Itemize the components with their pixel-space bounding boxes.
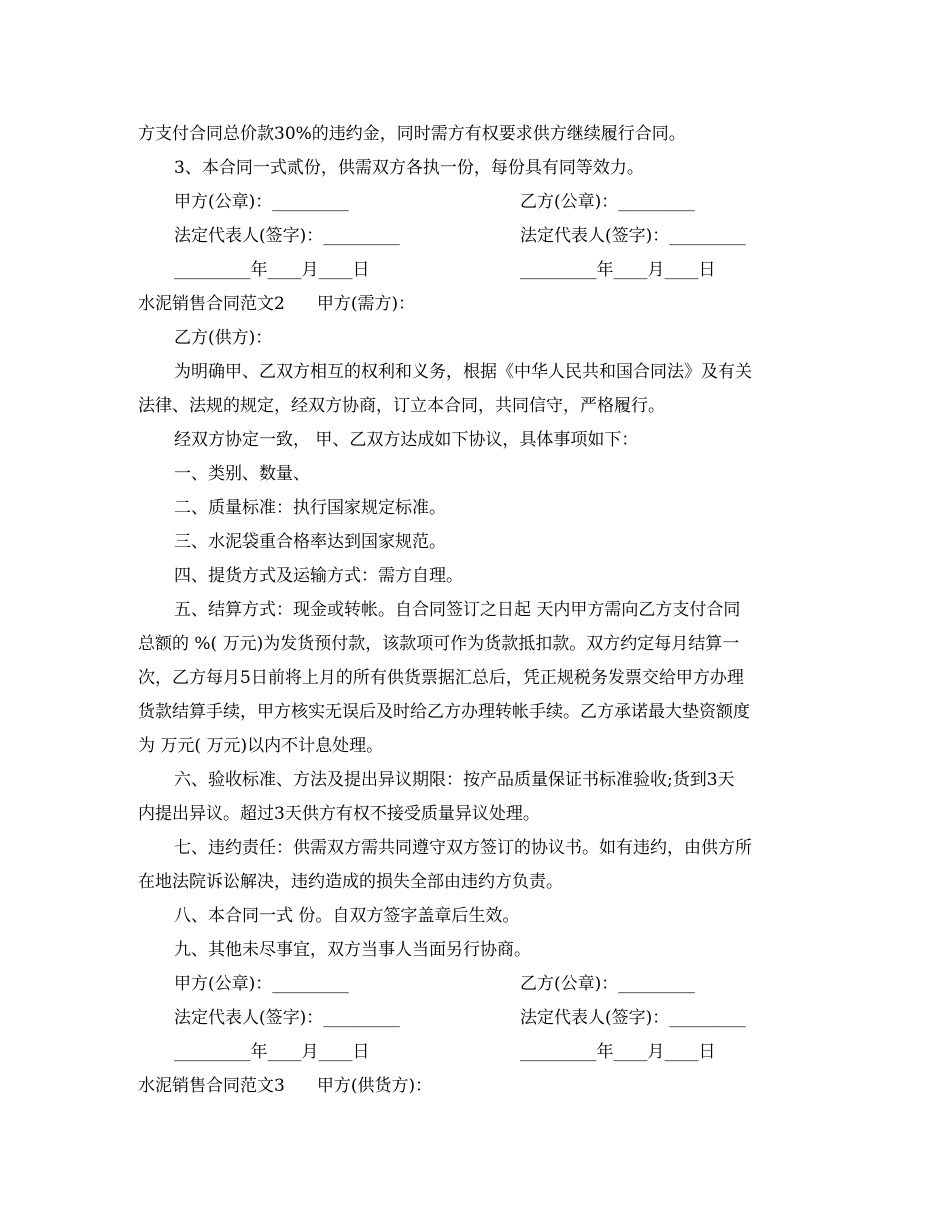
item-1: 一、类别、数量、: [174, 464, 310, 484]
signature-row-representative-2: [138, 1001, 814, 1035]
agreement-statement: 经双方协定一致， 甲、乙双方达成如下协议，具体事项如下：: [174, 430, 639, 450]
signature-row-representative: [138, 219, 814, 253]
party-a-representative: 法定代表人(签字)：_________: [174, 226, 400, 246]
item-5-line-5: 为 万元( 万元)以内不计息处理。: [138, 736, 384, 756]
item-2: 二、质量标准：执行国家规定标准。: [174, 498, 446, 518]
party-b-seal: 乙方(公章)：_________: [520, 192, 695, 212]
contract-2-party-b: 乙方(供方)：: [174, 328, 273, 348]
signature-row-date-2: [138, 1035, 814, 1069]
party-a-date-2: _________年____月____日: [174, 1042, 370, 1062]
clause-3: 3、本合同一式贰份，供需双方各执一份，每份具有同等效力。: [174, 158, 644, 178]
contract-2-heading: [138, 287, 814, 321]
party-b-representative-2: 法定代表人(签字)：_________: [520, 1008, 746, 1028]
item-7-line-2: 在地法院诉讼解决，违约造成的损失全部由违约方负责。: [138, 872, 563, 892]
party-b-date-2: _________年____月____日: [520, 1042, 716, 1062]
signature-row-seal-2: [138, 967, 814, 1001]
party-a-seal-2: 甲方(公章)：_________: [174, 974, 349, 994]
party-a-date: _________年____月____日: [174, 260, 370, 280]
paragraph-continuation: 方支付合同总价款30%的违约金，同时需方有权要求供方继续履行合同。: [138, 124, 686, 144]
contract-3-heading: [138, 1069, 814, 1103]
item-5-line-1: 五、结算方式：现金或转帐。自合同签订之日起 天内甲方需向乙方支付合同: [174, 600, 741, 620]
intro-line-1: 为明确甲、乙双方相互的权利和义务，根据《中华人民共和国合同法》及有关: [174, 362, 752, 382]
signature-row-seal: [138, 185, 814, 219]
item-5-line-3: 次，乙方每月5日前将上月的所有供货票据汇总后，凭正规税务发票交给甲方办理: [138, 668, 744, 688]
contract-2-title: 水泥销售合同范文2: [138, 294, 285, 314]
party-b-representative: 法定代表人(签字)：_________: [520, 226, 746, 246]
party-a-seal: 甲方(公章)：_________: [174, 192, 349, 212]
item-6-line-1: 六、验收标准、方法及提出异议期限：按产品质量保证书标准验收;货到3天: [174, 770, 735, 790]
contract-2-party-a: 甲方(需方)：: [316, 294, 416, 314]
item-8: 八、本合同一式 份。自双方签字盖章后生效。: [174, 906, 520, 926]
item-6-line-2: 内提出异议。超过3天供方有权不接受质量异议处理。: [138, 804, 540, 824]
item-7-line-1: 七、违约责任：供需双方需共同遵守双方签订的协议书。如有违约，由供方所: [174, 838, 752, 858]
party-a-representative-2: 法定代表人(签字)：_________: [174, 1008, 400, 1028]
item-3: 三、水泥袋重合格率达到国家规范。: [174, 532, 446, 552]
contract-3-title: 水泥销售合同范文3: [138, 1076, 285, 1096]
item-4: 四、提货方式及运输方式：需方自理。: [174, 566, 463, 586]
intro-line-2: 法律、法规的规定，经双方协商，订立本合同，共同信守，严格履行。: [138, 396, 665, 416]
signature-row-date: [138, 253, 814, 287]
document-body: [138, 117, 814, 1103]
item-9: 九、其他未尽事宜，双方当事人当面另行协商。: [174, 940, 531, 960]
party-b-seal-2: 乙方(公章)：_________: [520, 974, 695, 994]
contract-3-party-a: 甲方(供货方)：: [316, 1076, 433, 1096]
item-5-line-2: 总额的 %( 万元)为发货预付款，该款项可作为货款抵扣款。双方约定每月结算一: [138, 634, 740, 654]
item-5-line-4: 货款结算手续，甲方核实无误后及时给乙方办理转帐手续。乙方承诺最大垫资额度: [138, 702, 750, 722]
party-b-date: _________年____月____日: [520, 260, 716, 280]
